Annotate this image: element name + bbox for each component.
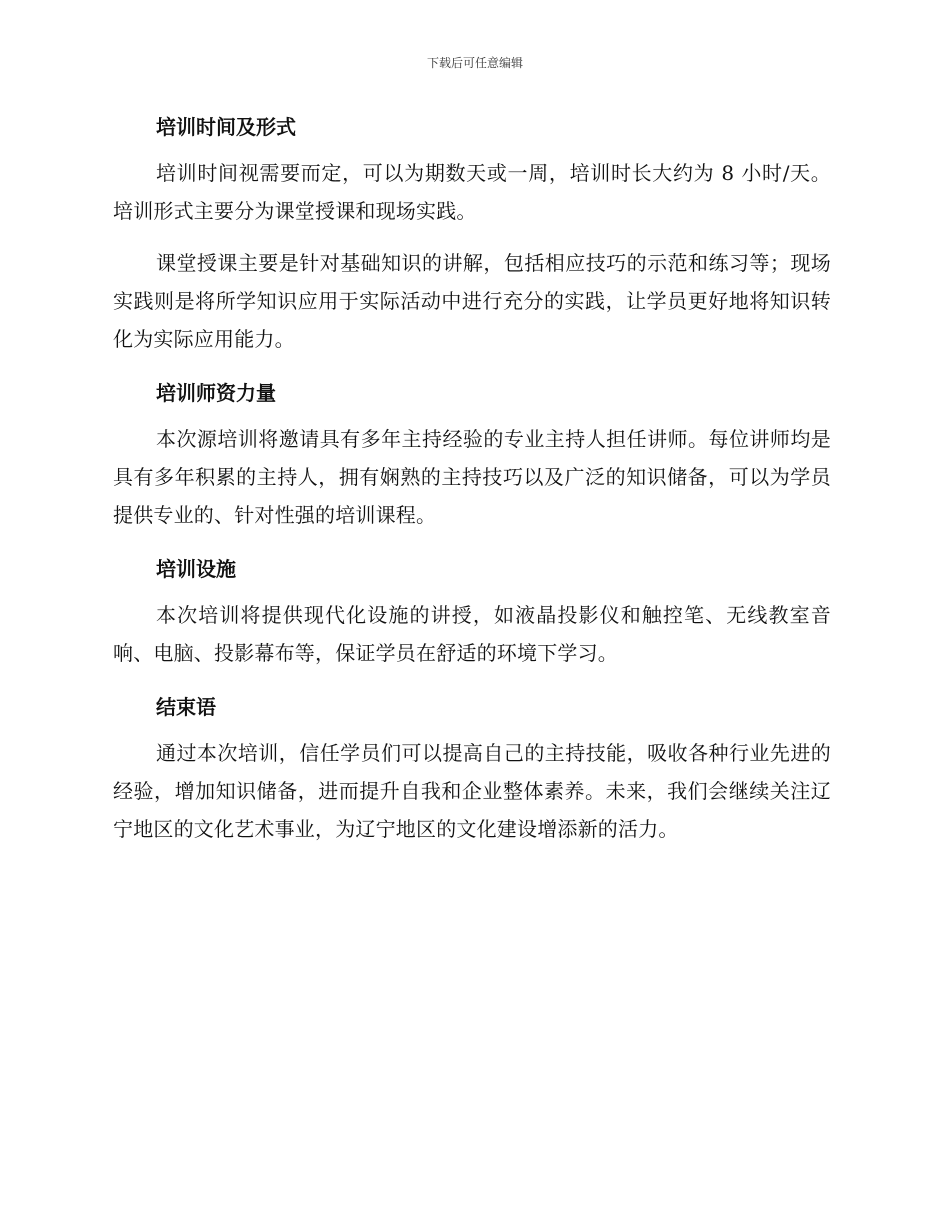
page-header-note: 下载后可任意编辑 <box>426 56 523 70</box>
paragraph: 培训时间视需要而定，可以为期数天或一周，培训时长大约为 8 小时/天。培训形式主要分为课堂授课和现场实践。 <box>113 161 831 223</box>
section-heading-trainers: 培训师资力量 <box>156 381 276 405</box>
document-body <box>113 108 831 862</box>
paragraph: 通过本次培训，信任学员们可以提高自己的主持技能，吸收各种行业先进的经验，增加知识储备，进而提升自我和企业整体素养。未来，我们会继续关注辽宁地区的文化艺术事业，为辽宁地区的文化建设增添新的活力。 <box>113 741 831 841</box>
paragraph: 课堂授课主要是针对基础知识的讲解，包括相应技巧的示范和练习等；现场实践则是将所学知识应用于实际活动中进行充分的实践，让学员更好地将知识转化为实际应用能力。 <box>113 251 831 351</box>
paragraph: 本次培训将提供现代化设施的讲授，如液晶投影仪和触控笔、无线教室音响、电脑、投影幕布等，保证学员在舒适的环境下学习。 <box>113 603 831 665</box>
section-heading-training-time: 培训时间及形式 <box>156 115 296 139</box>
section-heading-conclusion: 结束语 <box>156 695 216 719</box>
section-heading-facilities: 培训设施 <box>156 557 236 581</box>
paragraph: 本次源培训将邀请具有多年主持经验的专业主持人担任讲师。每位讲师均是具有多年积累的主持人，拥有娴熟的主持技巧以及广泛的知识储备，可以为学员提供专业的、针对性强的培训课程。 <box>113 427 831 527</box>
